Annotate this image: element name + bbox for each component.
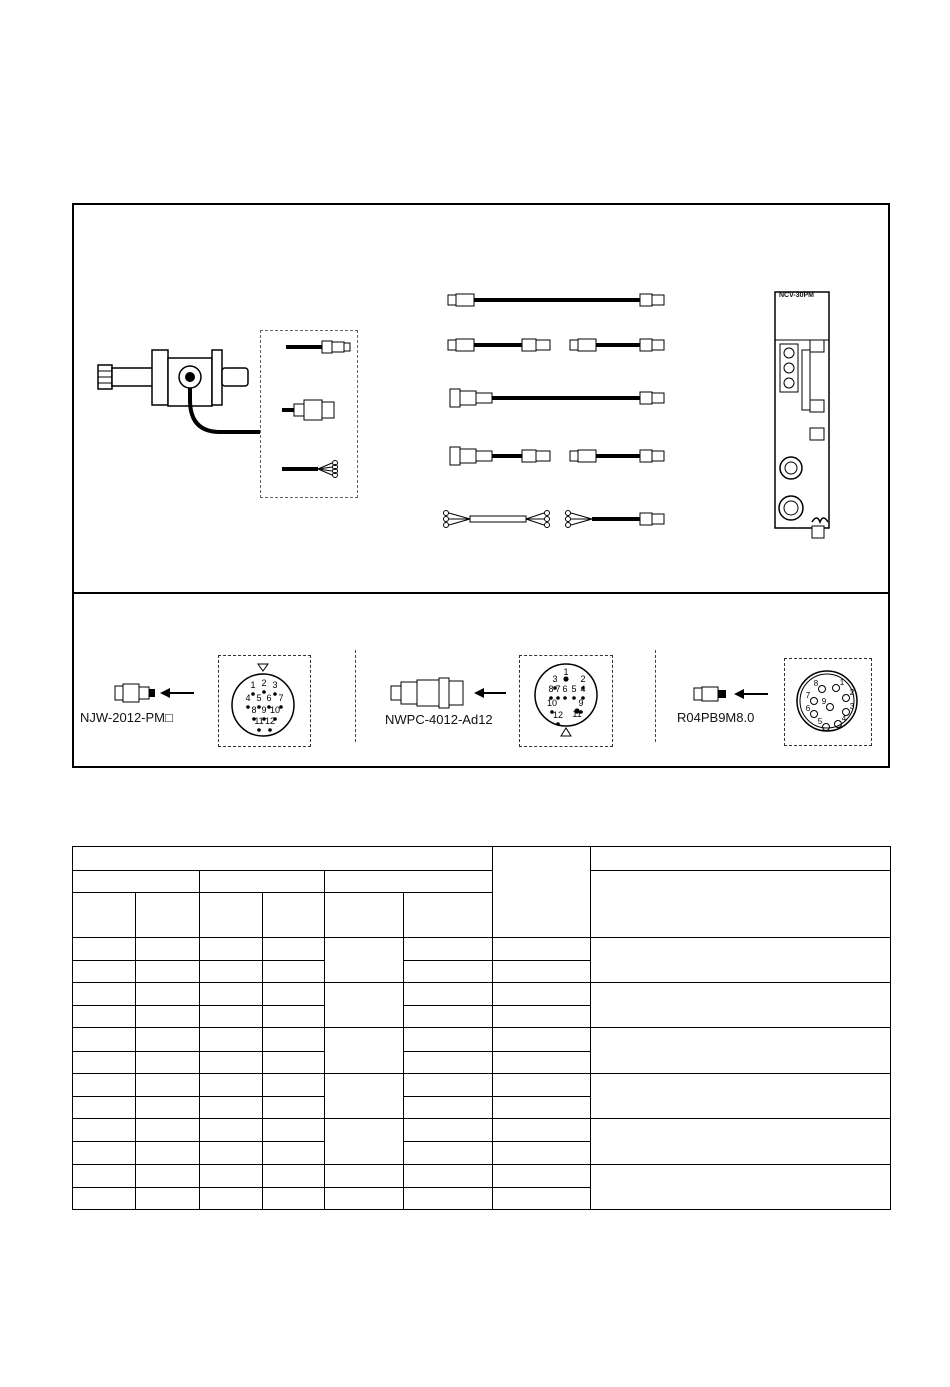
- pin-dot: [257, 728, 261, 732]
- divider-2: [655, 650, 656, 742]
- table-row: [73, 1028, 891, 1051]
- extension-cables-drawing: [440, 285, 680, 545]
- pin-dot: [262, 690, 266, 694]
- pin-label: 9: [578, 698, 584, 708]
- connector-njw-model: NJW-2012-PM□: [80, 710, 173, 725]
- pin-label: 5: [256, 693, 262, 703]
- connector-r04-drawing: [690, 684, 772, 706]
- pin-socket: [819, 686, 826, 693]
- pin-dot: [257, 705, 261, 709]
- pin-label: 9: [261, 705, 267, 715]
- pin-label: 6: [805, 704, 811, 713]
- pin-label: 6: [266, 693, 272, 703]
- pin-label: 1: [250, 680, 256, 690]
- header-cell: [136, 893, 200, 937]
- pin-label: 7: [805, 691, 811, 700]
- pin-label: 2: [261, 678, 267, 688]
- pin-label: 2: [849, 688, 855, 697]
- pin-socket: [827, 704, 834, 711]
- pin-dot: [273, 692, 277, 696]
- table-row: [73, 983, 891, 1006]
- panel-divider: [72, 592, 890, 594]
- header-cell: [325, 871, 493, 893]
- header-cell: [200, 893, 263, 937]
- pin-label: 8: [813, 679, 819, 688]
- pin-label: 7: [555, 684, 561, 694]
- pin-label: 5: [817, 717, 823, 726]
- pin-label: 3: [552, 674, 558, 684]
- table-row: [73, 1119, 891, 1142]
- divider-1: [355, 650, 356, 742]
- pin-label: 11: [254, 716, 264, 726]
- pin-label: 10: [546, 698, 558, 708]
- header-cell: [200, 871, 325, 893]
- sensor-head-drawing: [90, 340, 270, 450]
- pin-label: 4: [841, 714, 847, 723]
- table-row: [73, 937, 891, 960]
- pin-label: 8: [251, 705, 257, 715]
- table-row: [73, 1164, 891, 1187]
- pin-label: 1: [839, 678, 845, 687]
- pin-label: 2: [580, 674, 586, 684]
- pin-label: 6: [562, 684, 568, 694]
- header-row-2: [73, 871, 891, 893]
- header-cell: [73, 871, 200, 893]
- pin-dot: [251, 692, 255, 696]
- connector-nwpc-drawing: [388, 676, 512, 712]
- header-cell: [404, 893, 493, 937]
- pin-label: 10: [269, 705, 281, 715]
- pinout-njw-diagram: [218, 655, 309, 745]
- pin-label: 8: [548, 684, 554, 694]
- pin-label: 9: [821, 697, 827, 706]
- header-cell: [591, 847, 891, 871]
- header-row-1: [73, 847, 891, 871]
- pin-label: 12: [552, 710, 564, 720]
- pinout-r04-diagram: [784, 658, 870, 744]
- header-cell: [73, 893, 136, 937]
- pin-label: 12: [264, 716, 276, 726]
- header-cell: [325, 893, 404, 937]
- pin-dot: [572, 696, 576, 700]
- sensor-cable-options: [260, 330, 356, 496]
- pin-socket: [811, 698, 818, 705]
- pin-dot: [563, 696, 567, 700]
- spec-table: [72, 846, 891, 1210]
- pin-dot: [563, 676, 568, 681]
- header-cell: [73, 847, 493, 871]
- pin-label: 4: [245, 693, 251, 703]
- pin-socket: [823, 724, 830, 731]
- controller-unit-drawing: [770, 290, 840, 550]
- pin-dot: [268, 728, 272, 732]
- pin-socket: [833, 685, 840, 692]
- pin-dot: [246, 705, 250, 709]
- table-row: [73, 1073, 891, 1096]
- header-cell: [493, 847, 591, 938]
- pin-label: 5: [571, 684, 577, 694]
- pin-label: 3: [849, 702, 855, 711]
- connector-njw-drawing: [112, 682, 202, 706]
- pin-dot: [556, 722, 560, 726]
- connector-nwpc-model: NWPC-4012-Ad12: [385, 712, 493, 727]
- pinout-nwpc-diagram: [519, 655, 611, 745]
- pin-label: 3: [272, 680, 278, 690]
- unit-label: NCV-30PM: [779, 292, 815, 299]
- connector-r04-model: R04PB9M8.0: [677, 710, 755, 725]
- header-cell: [591, 871, 891, 938]
- pin-label: 4: [580, 684, 586, 694]
- pin-label: 7: [278, 693, 284, 703]
- pin-socket: [811, 711, 818, 718]
- header-cell: [263, 893, 325, 937]
- pin-socket: [843, 695, 850, 702]
- pin-label: 11: [572, 709, 582, 719]
- pin-label: 1: [563, 667, 569, 677]
